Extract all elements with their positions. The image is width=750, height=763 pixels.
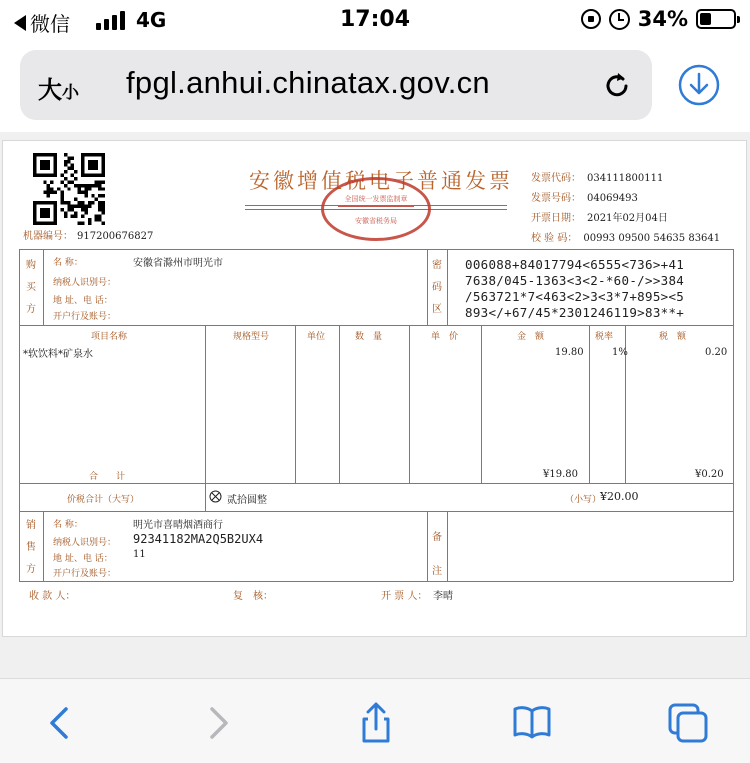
alarm-icon: [609, 9, 630, 30]
cipher-section-label: 密 码 区: [432, 260, 442, 315]
machine-number-value: 917200676827: [77, 231, 154, 242]
back-icon[interactable]: [38, 701, 82, 745]
seller-name: 明光市喜晴烟酒商行: [133, 520, 223, 531]
buyer-section-label: 购 买 方: [26, 260, 36, 315]
col-item-name: 项目名称: [91, 332, 128, 342]
qr-code[interactable]: [33, 153, 105, 225]
item-tax: 0.20: [705, 347, 728, 358]
total-marker-icon: [209, 490, 222, 503]
item-tax-rate: 1%: [612, 347, 628, 358]
invoice-title: 安徽增值税电子普通发票: [249, 169, 513, 193]
total-amount: ¥20.00: [600, 490, 639, 503]
seller-bank-label: 开户行及账号：: [53, 569, 117, 579]
status-bar: [0, 0, 750, 42]
seller-name-label: 名 称：: [53, 520, 83, 530]
clock: 17:04: [339, 7, 411, 32]
col-unit: 单位: [307, 332, 326, 342]
machine-number-label: 机器编号：: [23, 231, 73, 242]
subtotal-label: 合 计: [89, 472, 126, 482]
reviewer-label: 复 核：: [233, 591, 273, 602]
subtotal-amount: ¥19.80: [543, 469, 578, 480]
col-tax-rate: 税率: [595, 332, 614, 342]
col-amount: 金 额: [517, 332, 545, 342]
share-icon[interactable]: [354, 701, 398, 745]
seller-tax-id: 92341182MA2Q5B2UX4: [133, 532, 264, 546]
seller-section-label: 销 售 方: [26, 520, 36, 575]
seal-bottom-text: 安徽省税务局: [355, 217, 397, 225]
invoice-document: [2, 140, 747, 637]
battery-percent: 34%: [637, 7, 688, 31]
drawer-label: 开 票 人：: [381, 591, 428, 602]
text-size-large: 大: [38, 76, 62, 104]
col-qty: 数 量: [355, 332, 383, 342]
official-seal: [321, 177, 431, 241]
invoice-code: 发票代码： 034111800111: [531, 173, 664, 184]
back-app-label: 微信: [30, 12, 70, 36]
seller-address-label: 地 址、电 话：: [53, 554, 113, 564]
browser-toolbar: [0, 678, 750, 763]
buyer-bank-label: 开户行及账号：: [53, 312, 117, 322]
check-code: 校 验 码： 00993 09500 54635 83641: [531, 233, 721, 244]
buyer-name-label: 名 称：: [53, 258, 83, 268]
total-small-label: （小写）: [565, 495, 602, 505]
battery-icon: [696, 9, 736, 29]
cipher-area: 006088+84017794<6555<736>+41 7638/045-1363<3<2-*60-/>>384 /563721*7<463<2>3<3*7+895><5 893</+67/45*2301246119>83**+: [465, 257, 685, 320]
col-tax: 税 额: [659, 332, 687, 342]
invoice-date: 开票日期： 2021年02月04日: [531, 213, 668, 224]
item-amount: 19.80: [555, 347, 584, 358]
total-label: 价税合计（大写）: [67, 495, 140, 505]
text-size-button[interactable]: [38, 70, 79, 105]
seller-tax-id-label: 纳税人识别号：: [53, 538, 117, 548]
col-price: 单 价: [431, 332, 459, 342]
url-text[interactable]: fpgl.anhui.chinatax.gov.cn: [126, 65, 490, 100]
network-type: 4G: [136, 8, 167, 32]
seller-address: 11: [133, 549, 146, 560]
machine-number: [23, 227, 153, 242]
seal-top-text: 全国统一发票监制章: [344, 195, 408, 203]
buyer-tax-id-label: 纳税人识别号：: [53, 278, 117, 288]
remarks-label: 备 注: [432, 532, 442, 577]
invoice-number: 发票号码： 04069493: [531, 193, 638, 204]
payee-label: 收 款 人：: [29, 591, 76, 602]
book-icon[interactable]: [510, 701, 554, 745]
drawer-name: 李晴: [433, 591, 453, 602]
orientation-lock-icon: [581, 9, 601, 29]
buyer-name: 安徽省滁州市明光市: [133, 258, 223, 269]
col-spec: 规格型号: [233, 332, 270, 342]
subtotal-tax: ¥0.20: [695, 469, 724, 480]
address-bar[interactable]: [20, 50, 652, 120]
total-in-words: 贰拾圆整: [227, 495, 267, 506]
download-icon[interactable]: [678, 64, 720, 106]
buyer-address-label: 地 址、电 话：: [53, 296, 113, 306]
forward-icon[interactable]: [196, 701, 240, 745]
tabs-icon[interactable]: [666, 701, 710, 745]
item-name: *软饮料*矿泉水: [23, 349, 93, 360]
text-size-small: 小: [62, 83, 79, 103]
reload-icon[interactable]: [601, 69, 633, 101]
